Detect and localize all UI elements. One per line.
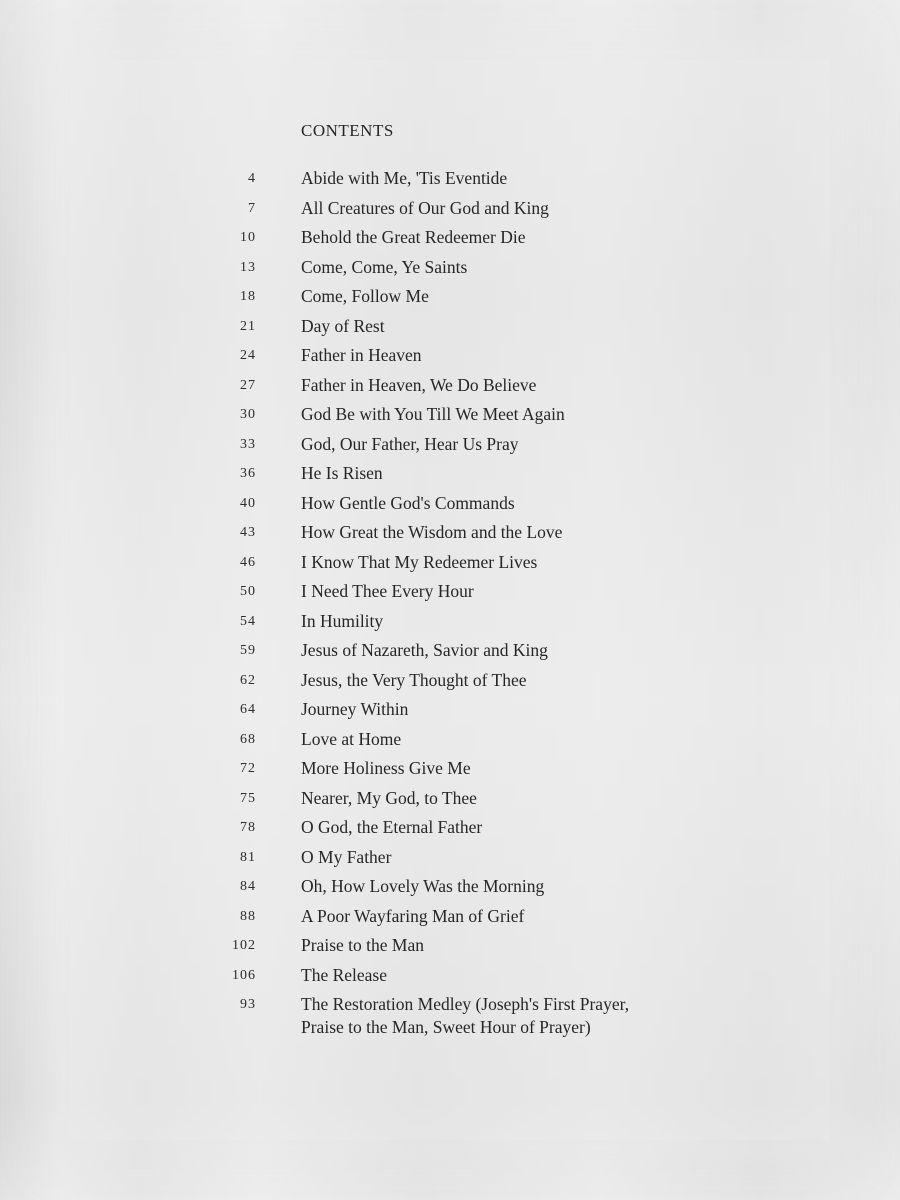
toc-entry[interactable] [0,875,900,905]
toc-page-number: 78 [240,820,256,835]
toc-page-number: 21 [240,318,256,334]
toc-title-multiline[interactable] [301,993,721,1039]
toc-entry[interactable] [0,315,900,345]
toc-entry[interactable] [0,285,900,315]
toc-page-number: 30 [240,407,256,422]
toc-page-number: 106 [232,967,256,983]
toc-title[interactable]: O My Father [301,846,392,867]
toc-page-number: 46 [240,554,256,570]
toc-title[interactable]: Behold the Great Redeemer Die [301,227,526,247]
toc-title[interactable]: Come, Come, Ye Saints [301,256,468,277]
toc-title[interactable]: Praise to the Man [301,935,424,955]
toc-title[interactable]: Day of Rest [301,315,385,336]
toc-title[interactable]: In Humility [301,610,384,631]
toc-entry[interactable] [0,610,900,640]
toc-page-number: 43 [240,525,256,540]
toc-title[interactable]: I Know That My Redeemer Lives [301,551,538,572]
toc-page-number: 4 [248,171,256,186]
toc-entry[interactable] [0,492,900,522]
toc-entry[interactable] [0,934,900,964]
toc-title[interactable]: Jesus of Nazareth, Savior and King [301,640,548,660]
toc-title[interactable]: I Need Thee Every Hour [301,581,474,601]
toc-title[interactable]: God, Our Father, Hear Us Pray [301,433,519,454]
toc-title[interactable]: The Release [301,964,387,985]
toc-page-number: 64 [240,702,256,717]
toc-page-number: 81 [240,849,256,865]
toc-page-number: 62 [240,672,256,688]
toc-title[interactable]: God Be with You Till We Meet Again [301,404,565,424]
toc-page-number: 7 [248,200,256,216]
toc-title[interactable]: Come, Follow Me [301,286,429,306]
toc-title[interactable]: Father in Heaven [301,345,422,365]
toc-title[interactable]: Nearer, My God, to Thee [301,787,477,808]
toc-entry[interactable] [0,698,900,728]
toc-title[interactable]: O God, the Eternal Father [301,817,483,837]
toc-entry[interactable] [0,256,900,286]
toc-title[interactable]: How Great the Wisdom and the Love [301,522,563,542]
toc-entry[interactable] [0,551,900,581]
toc-entry[interactable] [0,226,900,256]
contents-heading: CONTENTS [301,121,394,140]
toc-title[interactable]: Jesus, the Very Thought of Thee [301,669,527,690]
toc-entry[interactable] [0,846,900,876]
toc-page-number: 75 [240,790,256,806]
toc-page-number: 84 [240,879,256,894]
toc-page-number: 33 [240,436,256,452]
toc-page-number: 18 [240,289,256,304]
toc-page-number: 13 [240,259,256,275]
toc-page-number: 102 [232,938,256,953]
toc-title-line-1: The Restoration Medley (Joseph's First Prayer, [301,994,630,1014]
toc-entry[interactable] [0,669,900,699]
toc-page-number: 68 [240,731,256,747]
toc-title[interactable]: Abide with Me, 'Tis Eventide [301,168,508,188]
toc-entry[interactable] [0,374,900,404]
toc-entry[interactable] [0,167,900,197]
toc-title[interactable]: Journey Within [301,699,409,719]
toc-page-number: 93 [240,997,256,1012]
toc-page-number: 88 [240,908,256,924]
toc-entry[interactable] [0,964,900,994]
toc-entry[interactable] [0,905,900,935]
toc-page-number: 24 [240,348,256,363]
toc-page-number: 59 [240,643,256,658]
toc-title[interactable]: More Holiness Give Me [301,758,471,778]
toc-entry[interactable] [0,433,900,463]
toc-entry[interactable] [0,787,900,817]
toc-entry[interactable] [0,462,900,492]
toc-page-number: 72 [240,761,256,776]
toc-page-number: 54 [240,613,256,629]
toc-entry[interactable] [0,197,900,227]
toc-title[interactable]: Father in Heaven, We Do Believe [301,374,537,395]
toc-page-number: 10 [240,230,256,245]
toc-title[interactable]: A Poor Wayfaring Man of Grief [301,905,525,926]
toc-page-number: 36 [240,466,256,481]
toc-entry[interactable] [0,757,900,787]
toc-entry[interactable] [0,580,900,610]
toc-entry[interactable] [0,993,900,1037]
toc-page-number: 40 [240,495,256,511]
toc-entry[interactable] [0,403,900,433]
toc-list [0,167,900,1037]
toc-entry[interactable] [0,639,900,669]
toc-page-number: 27 [240,377,256,393]
toc-title[interactable]: How Gentle God's Commands [301,492,515,513]
toc-entry[interactable] [0,344,900,374]
toc-title[interactable]: Love at Home [301,728,402,749]
toc-title[interactable]: All Creatures of Our God and King [301,197,549,218]
toc-title-line-2: Praise to the Man, Sweet Hour of Prayer) [301,1017,591,1037]
toc-entry[interactable] [0,816,900,846]
toc-entry[interactable] [0,521,900,551]
toc-title[interactable]: Oh, How Lovely Was the Morning [301,876,545,896]
toc-page-number: 50 [240,584,256,599]
toc-entry[interactable] [0,728,900,758]
toc-title[interactable]: He Is Risen [301,463,383,483]
